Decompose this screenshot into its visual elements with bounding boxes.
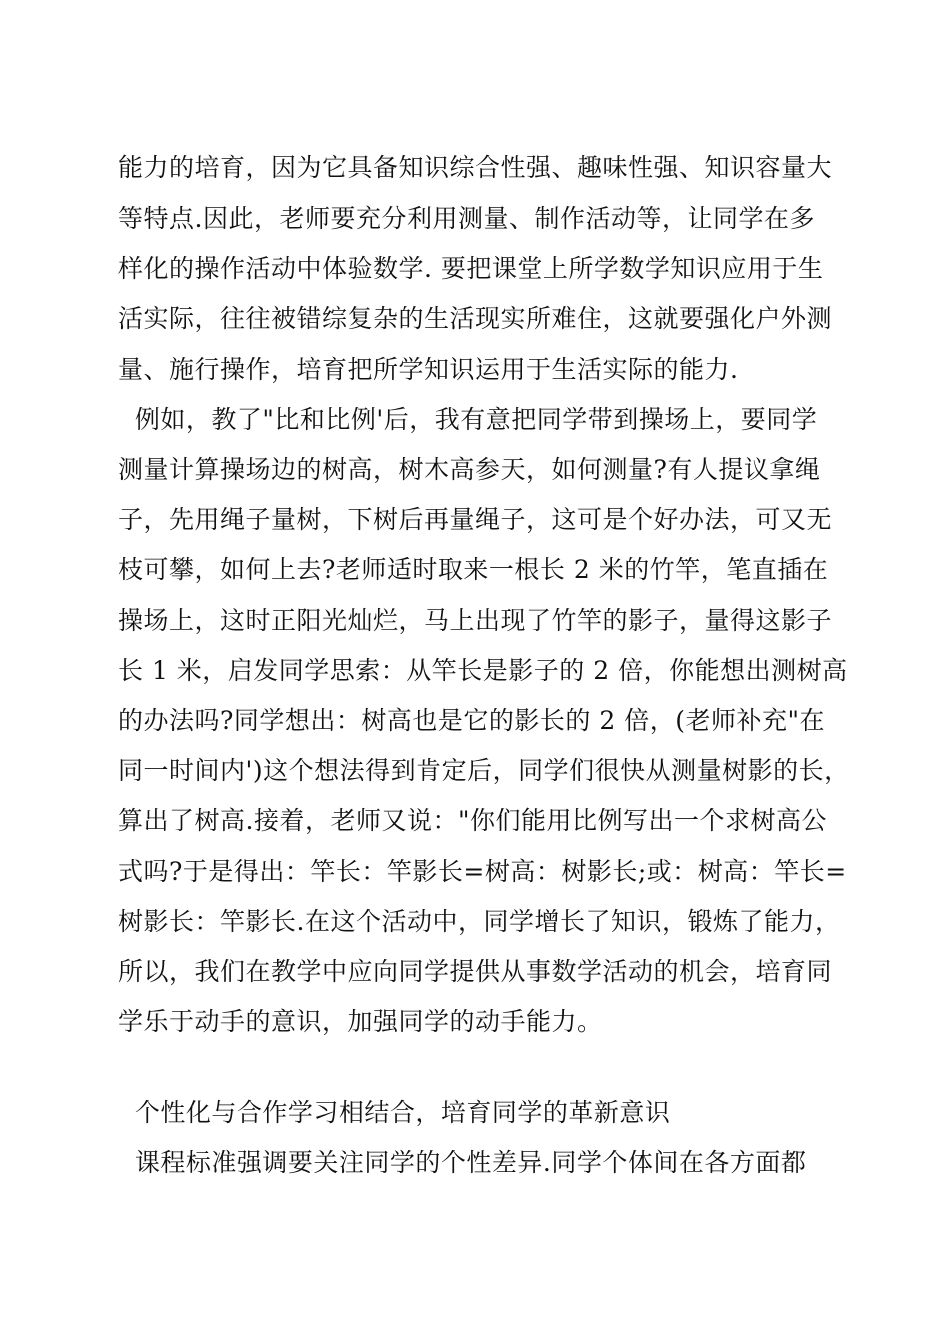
text-line: 例如，教了"比和比例'后，我有意把同学带到操场上，要同学	[118, 405, 818, 434]
text-line: 量、施行操作，培育把所学知识运用于生活实际的能力.	[118, 355, 739, 384]
section-heading: 个性化与合作学习相结合，培育同学的革新意识	[118, 1098, 671, 1127]
text-line: 式吗?于是得出：竿长：竿影长=树高：树影长;或：树高：竿长=	[118, 857, 847, 886]
text-line: 测量计算操场边的树高，树木高参天，如何测量?有人提议拿绳	[118, 455, 821, 484]
text-line: 枝可攀，如何上去?老师适时取来一根长 2 米的竹竿，笔直插在	[118, 555, 829, 584]
text-line: 同一时间内')这个想法得到肯定后，同学们很快从测量树影的长，	[118, 756, 850, 785]
text-line: 算出了树高.接着，老师又说："你们能用比例写出一个求树高公	[118, 806, 827, 835]
text-line: 样化的操作活动中体验数学. 要把课堂上所学数学知识应用于生	[118, 254, 824, 283]
text-line: 子，先用绳子量树，下树后再量绳子，这可是个好办法，可又无	[118, 505, 833, 534]
text-line: 长 1 米，启发同学思索：从竿长是影子的 2 倍，你能想出测树高	[118, 656, 848, 685]
text-line: 课程标准强调要关注同学的个性差异.同学个体间在各方面都	[118, 1148, 807, 1177]
text-line: 操场上，这时正阳光灿烂，马上出现了竹竿的影子，量得这影子	[118, 606, 833, 635]
text-line: 学乐于动手的意识，加强同学的动手能力。	[118, 1007, 603, 1036]
text-line: 的办法吗?同学想出：树高也是它的影长的 2 倍，(老师补充"在	[118, 706, 825, 735]
text-line: 等特点.因此，老师要充分利用测量、制作活动等，让同学在多	[118, 204, 815, 233]
text-line: 活实际，往往被错综复杂的生活现实所难住，这就要强化户外测	[118, 304, 833, 333]
text-line: 能力的培育，因为它具备知识综合性强、趣味性强、知识容量大	[118, 153, 833, 182]
text-line: 树影长：竿影长.在这个活动中，同学增长了知识，锻炼了能力，	[118, 907, 841, 936]
text-line: 所以，我们在教学中应向同学提供从事数学活动的机会，培育同	[118, 957, 833, 986]
